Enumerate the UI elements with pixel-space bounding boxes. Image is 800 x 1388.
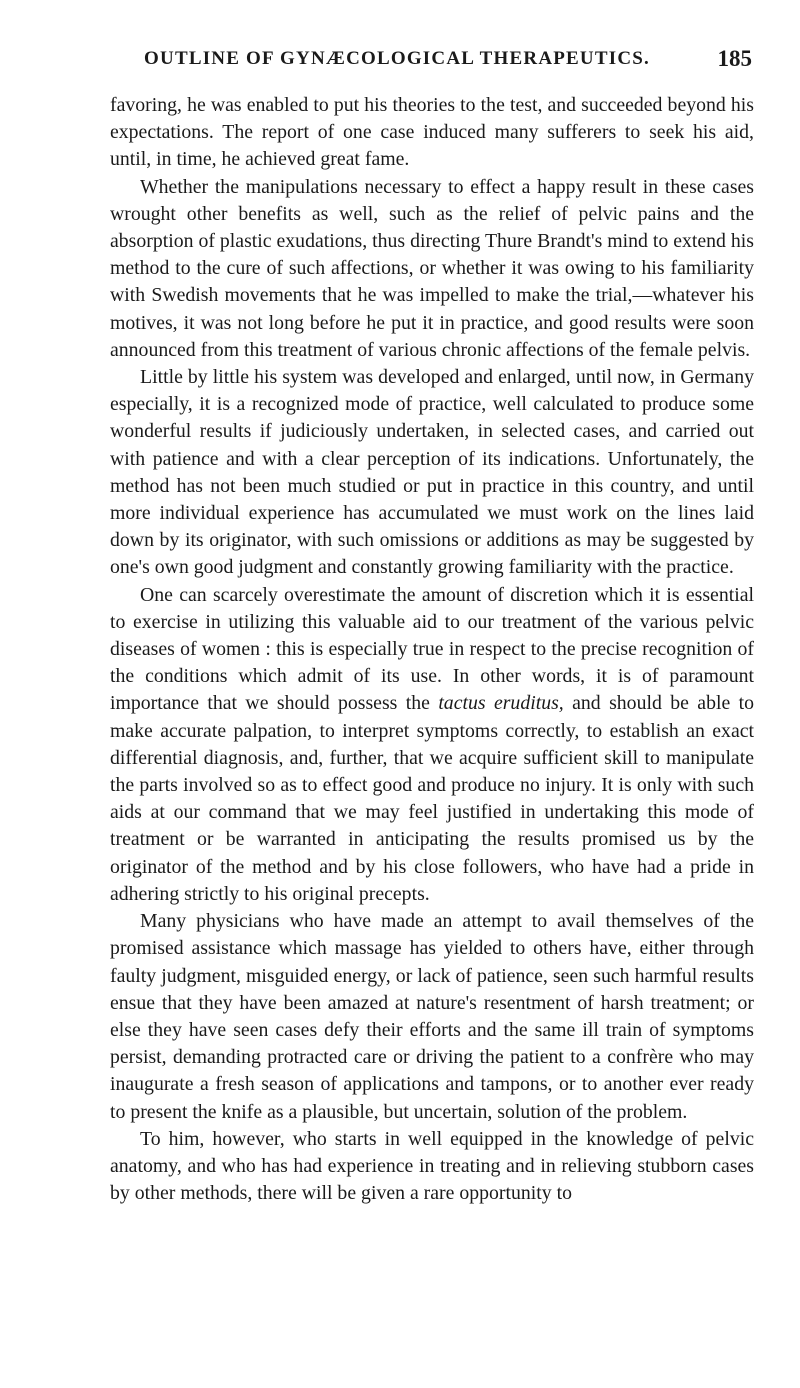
running-title: OUTLINE OF GYNÆCOLOGICAL THERAPEUTICS. (144, 48, 650, 69)
running-head (112, 48, 752, 78)
paragraph-text-segment: One can scarcely overestimate the amount of discretion which it is essential to exercise in utilizing this valuable aid to our treatment of the various pelvic diseases of women : this is especially true in respect to the precise recognition of the conditions which admit of its use. In other words, it is of paramount importance that we should possess the (110, 583, 754, 715)
paragraph-with-italic (110, 582, 754, 908)
paragraph: Little by little his system was developed and enlarged, until now, in Germany especially, it is a recognized mode of practice, well calculated to produce some wonderful results if judiciously undertaken, in selected cases, and carried out with patience and with a clear perception of its indications. Unfortunately, the method has not been much studied or put in practice in this country, and until more individual experience has accumulated we must work on the lines laid down by its originator, with such omissions or additions as may be suggested by one's own good judgment and constantly growing familiarity with the practice. (110, 366, 754, 579)
page-number: 185 (717, 46, 752, 71)
paragraph: To him, however, who starts in well equipped in the knowledge of pelvic anatomy, and who has had experience in treating and in relieving stubborn cases by other methods, there will be given a rare opportunity to (110, 1127, 754, 1205)
paragraph-text-segment: and should be able to make accurate palpation, to interpret symptoms correctly, to establish an exact differential diagnosis, and, further, that we acquire sufficient skill to manipulate the parts involved so as to effect good and produce no injury. It is only with such aids at our command that we may feel justified in undertaking this mode of treatment or be warranted in anticipating the results promised us by the originator of the method and by his close followers, who have had a pride in adhering strictly to his original precepts. (110, 692, 755, 905)
paragraph: Many physicians who have made an attempt to avail themselves of the promised assistance which massage has yielded to others have, either through faulty judgment, misguided energy, or lack of patience, seen such harmful results ensue that they have been amazed at nature's resentment of harsh treatment; or else they have seen cases defy their efforts and the same ill train of symptoms persist, demanding protracted care or driving the patient to a confrère who may inaugurate a fresh season of applications and tampons, or to another ever ready to present the knife as a plausible, but uncertain, solution of the problem. (110, 910, 754, 1123)
body-text (110, 92, 754, 1207)
paragraph: Whether the manipulations necessary to effect a happy result in these cases wrought other benefits as well, such as the relief of pelvic pains and the absorption of plastic exudations, thus directing Thure Brandt's mind to extend his method to the cure of such affections, or whether it was owing to his familiarity with Swedish movements that he was impelled to make the trial,—whatever his motives, it was not long before he put it in practice, and good results were soon announced from this treatment of various chronic affections of the female pelvis. (110, 175, 754, 361)
italic-phrase: tactus eruditus, (438, 692, 564, 715)
paragraph-continued: favoring, he was enabled to put his theories to the test, and succeeded beyond his expectations. The report of one case induced many sufferers to seek his aid, until, in time, he achieved great fame. (110, 94, 754, 171)
